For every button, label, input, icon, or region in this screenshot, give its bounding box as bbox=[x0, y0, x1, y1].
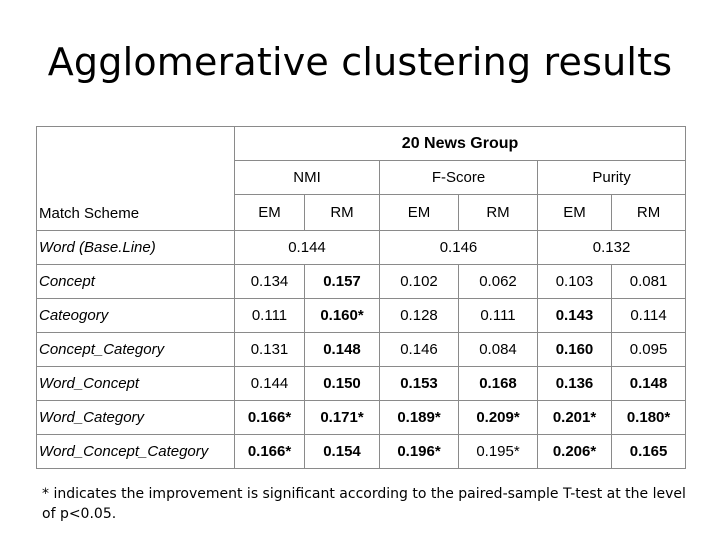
row-label: Cateogory bbox=[37, 299, 235, 333]
value-cell: 0.153 bbox=[380, 367, 459, 401]
value-cell: 0.166* bbox=[235, 401, 305, 435]
sub-header-fscore-em: EM bbox=[380, 195, 459, 231]
sub-header-nmi-rm: RM bbox=[305, 195, 380, 231]
value-cell: 0.160 bbox=[538, 333, 612, 367]
table-row bbox=[37, 401, 686, 435]
sub-header-purity-em: EM bbox=[538, 195, 612, 231]
table-row bbox=[37, 299, 686, 333]
table-row-baseline bbox=[37, 231, 686, 265]
value-cell: 0.136 bbox=[538, 367, 612, 401]
value-cell: 0.143 bbox=[538, 299, 612, 333]
metric-header-fscore: F-Score bbox=[380, 161, 538, 195]
match-scheme-label: Match Scheme bbox=[39, 205, 140, 222]
value-cell: 0.062 bbox=[459, 265, 538, 299]
dataset-header-row bbox=[37, 127, 686, 161]
value-cell: 0.157 bbox=[305, 265, 380, 299]
value-cell: 0.201* bbox=[538, 401, 612, 435]
value-cell: 0.154 bbox=[305, 435, 380, 469]
metric-header-nmi: NMI bbox=[235, 161, 380, 195]
sub-header-purity-rm: RM bbox=[612, 195, 686, 231]
table-row bbox=[37, 367, 686, 401]
footnote: * indicates the improvement is significant according to the paired-sample T-test at the level of p<0.05. bbox=[42, 486, 686, 522]
value-cell: 0.095 bbox=[612, 333, 686, 367]
value-cell: 0.195* bbox=[459, 435, 538, 469]
value-cell: 0.084 bbox=[459, 333, 538, 367]
value-cell: 0.103 bbox=[538, 265, 612, 299]
dataset-header: 20 News Group bbox=[235, 127, 686, 161]
value-cell: 0.146 bbox=[380, 333, 459, 367]
table-row bbox=[37, 265, 686, 299]
row-label: Concept_Category bbox=[37, 333, 235, 367]
value-cell: 0.150 bbox=[305, 367, 380, 401]
value-cell: 0.111 bbox=[235, 299, 305, 333]
value-cell: 0.102 bbox=[380, 265, 459, 299]
value-cell: 0.131 bbox=[235, 333, 305, 367]
value-cell: 0.196* bbox=[380, 435, 459, 469]
value-cell: 0.171* bbox=[305, 401, 380, 435]
row-label: Word (Base.Line) bbox=[37, 231, 235, 265]
baseline-value-cell: 0.132 bbox=[538, 231, 686, 265]
sub-header-nmi-em: EM bbox=[235, 195, 305, 231]
table-row bbox=[37, 333, 686, 367]
row-label: Word_Category bbox=[37, 401, 235, 435]
corner-cell bbox=[37, 127, 235, 231]
value-cell: 0.160* bbox=[305, 299, 380, 333]
value-cell: 0.111 bbox=[459, 299, 538, 333]
value-cell: 0.081 bbox=[612, 265, 686, 299]
row-label: Concept bbox=[37, 265, 235, 299]
row-label: Word_Concept_Category bbox=[37, 435, 235, 469]
value-cell: 0.144 bbox=[235, 367, 305, 401]
value-cell: 0.148 bbox=[612, 367, 686, 401]
value-cell: 0.114 bbox=[612, 299, 686, 333]
value-cell: 0.189* bbox=[380, 401, 459, 435]
value-cell: 0.166* bbox=[235, 435, 305, 469]
slide-title: Agglomerative clustering results bbox=[47, 40, 673, 84]
results-table bbox=[36, 126, 686, 469]
value-cell: 0.128 bbox=[380, 299, 459, 333]
table-row bbox=[37, 435, 686, 469]
value-cell: 0.209* bbox=[459, 401, 538, 435]
baseline-value-cell: 0.146 bbox=[380, 231, 538, 265]
sub-header-fscore-rm: RM bbox=[459, 195, 538, 231]
value-cell: 0.180* bbox=[612, 401, 686, 435]
value-cell: 0.148 bbox=[305, 333, 380, 367]
baseline-value-cell: 0.144 bbox=[235, 231, 380, 265]
value-cell: 0.134 bbox=[235, 265, 305, 299]
value-cell: 0.165 bbox=[612, 435, 686, 469]
metric-header-purity: Purity bbox=[538, 161, 686, 195]
value-cell: 0.206* bbox=[538, 435, 612, 469]
value-cell: 0.168 bbox=[459, 367, 538, 401]
row-label: Word_Concept bbox=[37, 367, 235, 401]
